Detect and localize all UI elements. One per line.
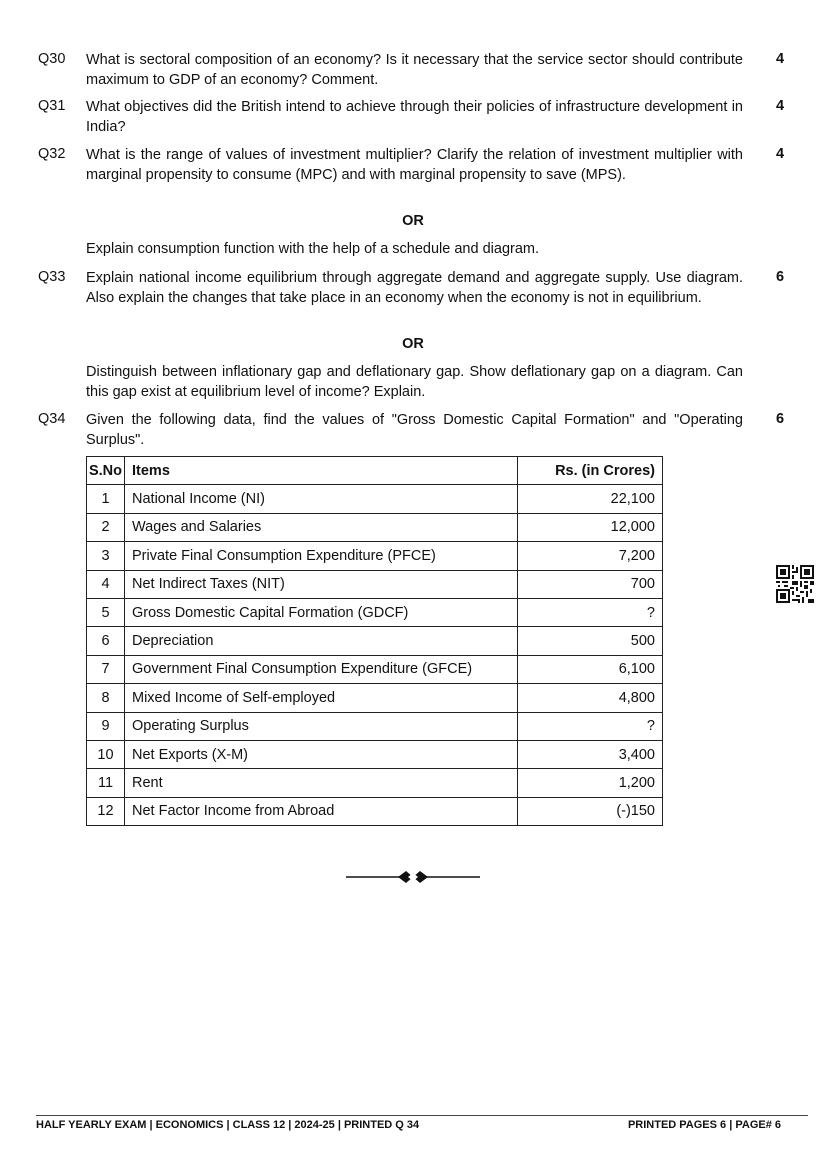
question-marks: 4: [776, 51, 785, 67]
header-items: Items: [125, 457, 518, 485]
cell-item: National Income (NI): [125, 485, 518, 513]
table-row: [87, 542, 663, 570]
cell-amount: 7,200: [518, 542, 663, 570]
question-number: Q34: [38, 411, 66, 427]
cell-sno: 2: [87, 513, 125, 541]
question-text: What is the range of values of investment multiplier? Clarify the relation of investment multiplier with marginal propensity to consume (MPC) and with marginal propensity to save (MPS).: [86, 147, 743, 183]
question-number: Q31: [38, 98, 66, 114]
table-row: [87, 570, 663, 598]
cell-amount: 1,200: [518, 769, 663, 797]
question-text: What objectives did the British intend to achieve through their policies of infrastructure development in India?: [86, 99, 743, 135]
table-row: [87, 712, 663, 740]
table-row: [87, 740, 663, 768]
question-marks: 6: [776, 269, 785, 285]
cell-amount: ?: [518, 598, 663, 626]
cell-sno: 9: [87, 712, 125, 740]
footer-exam-info: HALF YEARLY EXAM | ECONOMICS | CLASS 12 | 2024-25 | PRINTED Q 34: [36, 1119, 420, 1131]
question-marks: 4: [776, 98, 785, 114]
cell-sno: 7: [87, 655, 125, 683]
question-alternative: Distinguish between inflationary gap and deflationary gap. Show deflationary gap on a diagram. Can this gap exist at equilibrium level of income? Explain.: [86, 364, 743, 400]
table-row: [87, 513, 663, 541]
or-separator: OR: [402, 213, 424, 229]
cell-sno: 10: [87, 740, 125, 768]
question-text: What is sectoral composition of an economy? Is it necessary that the service sector should contribute maximum to GDP of an economy? Comment.: [86, 52, 743, 88]
cell-sno: 1: [87, 485, 125, 513]
cell-amount: 12,000: [518, 513, 663, 541]
data-table: [86, 456, 663, 826]
question-number: Q33: [38, 269, 66, 285]
cell-item: Rent: [125, 769, 518, 797]
header-sno: S.No: [87, 457, 125, 485]
cell-sno: 5: [87, 598, 125, 626]
cell-amount: 500: [518, 627, 663, 655]
cell-sno: 3: [87, 542, 125, 570]
table-row: [87, 627, 663, 655]
question-marks: 6: [776, 411, 785, 427]
cell-sno: 4: [87, 570, 125, 598]
table-row: [87, 655, 663, 683]
table-row: [87, 797, 663, 825]
cell-item: Operating Surplus: [125, 712, 518, 740]
question-alternative: Explain consumption function with the help of a schedule and diagram.: [86, 241, 540, 257]
or-separator: OR: [402, 336, 424, 352]
cell-item: Gross Domestic Capital Formation (GDCF): [125, 598, 518, 626]
cell-amount: 6,100: [518, 655, 663, 683]
cell-amount: 22,100: [518, 485, 663, 513]
cell-sno: 6: [87, 627, 125, 655]
table-row: [87, 684, 663, 712]
footer-page-info: PRINTED PAGES 6 | PAGE# 6: [627, 1119, 781, 1131]
table-row: [87, 485, 663, 513]
cell-item: Depreciation: [125, 627, 518, 655]
cell-item: Mixed Income of Self-employed: [125, 684, 518, 712]
cell-item: Net Exports (X-M): [125, 740, 518, 768]
ornament-divider-icon: [346, 866, 480, 888]
question-number: Q30: [38, 51, 66, 67]
cell-item: Private Final Consumption Expenditure (PFCE): [125, 542, 518, 570]
table-header-row: [87, 457, 663, 485]
footer-divider: [36, 1115, 808, 1116]
cell-item: Wages and Salaries: [125, 513, 518, 541]
cell-amount: (-)150: [518, 797, 663, 825]
header-amount: Rs. (in Crores): [518, 457, 663, 485]
qr-code-icon: [776, 565, 814, 603]
cell-amount: 700: [518, 570, 663, 598]
cell-item: Net Factor Income from Abroad: [125, 797, 518, 825]
table-row: [87, 769, 663, 797]
cell-amount: 4,800: [518, 684, 663, 712]
table-row: [87, 598, 663, 626]
cell-amount: 3,400: [518, 740, 663, 768]
question-number: Q32: [38, 146, 66, 162]
cell-amount: ?: [518, 712, 663, 740]
question-text: Explain national income equilibrium through aggregate demand and aggregate supply. Use diagram. Also explain the changes that take place in an economy when the economy is not in equilibrium.: [86, 270, 743, 306]
cell-item: Net Indirect Taxes (NIT): [125, 570, 518, 598]
cell-sno: 11: [87, 769, 125, 797]
cell-sno: 12: [87, 797, 125, 825]
cell-item: Government Final Consumption Expenditure (GFCE): [125, 655, 518, 683]
question-marks: 4: [776, 146, 785, 162]
question-text: Given the following data, find the values of "Gross Domestic Capital Formation" and "Operating Surplus".: [86, 412, 743, 448]
cell-sno: 8: [87, 684, 125, 712]
